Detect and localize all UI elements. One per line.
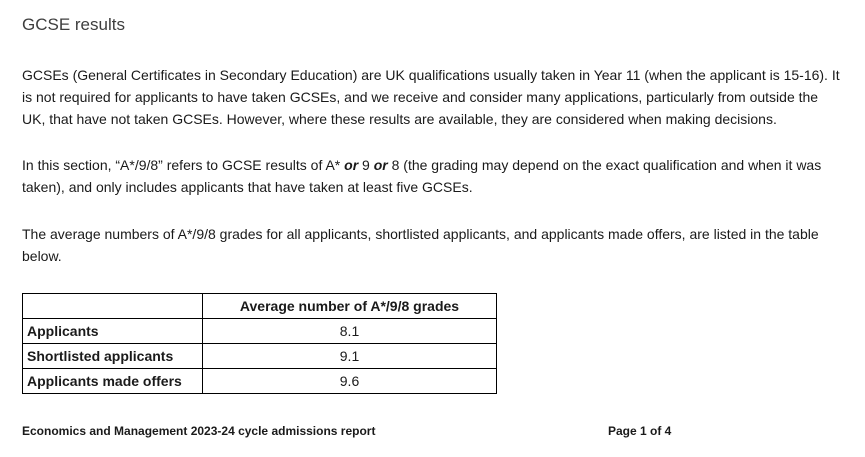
footer-page-number: Page 1 of 4 <box>608 424 672 438</box>
footer-report-title: Economics and Management 2023-24 cycle admissions report <box>22 424 376 438</box>
table-header-row <box>23 294 497 319</box>
definition-text-pre: In this section, “A*/9/8” refers to GCSE results of A* <box>22 157 345 173</box>
table-row-applicants <box>23 319 497 344</box>
table-row-offers <box>23 369 497 394</box>
definition-paragraph <box>22 154 845 198</box>
page-footer <box>0 424 865 442</box>
row-value-offers: 9.6 <box>203 369 497 394</box>
emphasis-or-2: or <box>373 157 388 173</box>
emphasis-or-1: or <box>344 157 359 173</box>
definition-text-between: 9 <box>358 157 374 173</box>
row-value-shortlisted: 9.1 <box>203 344 497 369</box>
table-row-shortlisted <box>23 344 497 369</box>
row-label-offers: Applicants made offers <box>23 369 203 394</box>
definition-text-post: 8 (the grading may depend on the exact qualification and when it was taken), and only includes applicants that have taken at least five GCSEs. <box>22 157 822 195</box>
row-label-shortlisted: Shortlisted applicants <box>23 344 203 369</box>
table-intro-paragraph: The average numbers of A*/9/8 grades for all applicants, shortlisted applicants, and applicants made offers, are listed in the table below. <box>22 226 819 264</box>
intro-paragraph: GCSEs (General Certificates in Secondary Education) are UK qualifications usually taken in Year 11 (when the applicant is 15-16). It is not required for applicants to have taken GCSEs, and we receive and consider many applications, particularly from outside the UK, that have not taken GCSEs. However, where these results are available, they are considered when making decisions. <box>22 67 840 127</box>
average-grades-table <box>22 293 497 394</box>
row-label-applicants: Applicants <box>23 319 203 344</box>
table-header-average-grades: Average number of A*/9/8 grades <box>203 294 497 319</box>
page-title: GCSE results <box>22 15 125 34</box>
row-value-applicants: 8.1 <box>203 319 497 344</box>
table-header-empty-cell <box>23 294 203 319</box>
